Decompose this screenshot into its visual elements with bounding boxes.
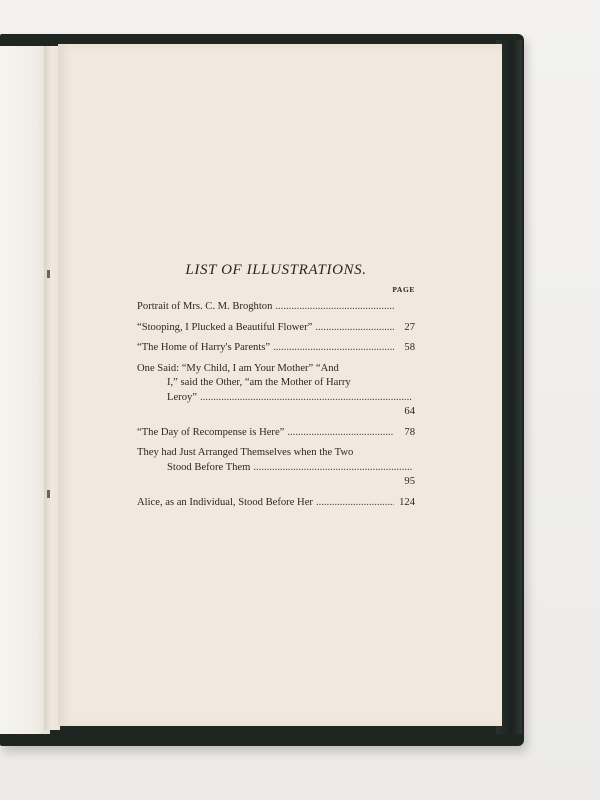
entry-text: “Stooping, I Plucked a Beautiful Flower” — [137, 321, 313, 333]
entry-text-line: Leroy” — [167, 391, 197, 403]
list-item — [137, 426, 415, 441]
leader-dots — [316, 496, 394, 511]
entry-page: 64 — [404, 406, 415, 417]
entry-text: “The Home of Harry's Parents” — [137, 342, 271, 353]
entry-text: “The Day of Recompense is Here” — [137, 426, 285, 438]
leader-dots — [273, 341, 394, 356]
left-page — [0, 46, 50, 734]
leader-dots — [275, 300, 394, 315]
list-item — [137, 341, 415, 356]
entry-text-line: One Said: “My Child, I am Your Mother” “And — [137, 362, 339, 374]
list-item — [137, 300, 415, 315]
page-title: LIST OF ILLUSTRATIONS. — [185, 262, 367, 278]
binding-stitch — [47, 490, 50, 498]
entry-text-line: They had Just Arranged Themselves when the Two — [137, 447, 354, 458]
entry-page: 27 — [404, 321, 415, 333]
page-column-label: PAGE — [392, 285, 415, 294]
list-item — [137, 321, 415, 336]
list-item — [137, 446, 415, 490]
illustrations-list — [137, 262, 415, 516]
entry-page: 78 — [404, 426, 415, 438]
entry-page: 124 — [399, 496, 415, 508]
leader-dots — [200, 391, 412, 406]
entry-text-line: Stood Before Them — [167, 461, 251, 473]
entry-text: Alice, as an Individual, Stood Before Her — [137, 496, 313, 508]
leader-dots — [287, 426, 394, 441]
binding-stitch — [47, 270, 50, 278]
list-item — [137, 362, 415, 420]
leader-dots — [315, 321, 394, 336]
entry-text-line: I,” said the Other, “am the Mother of Harry — [167, 377, 351, 388]
leader-dots — [253, 461, 412, 476]
entry-page: 58 — [404, 342, 415, 353]
entry-page: 95 — [404, 476, 415, 487]
entry-text: Portrait of Mrs. C. M. Broghton — [137, 301, 273, 312]
list-item — [137, 496, 415, 511]
